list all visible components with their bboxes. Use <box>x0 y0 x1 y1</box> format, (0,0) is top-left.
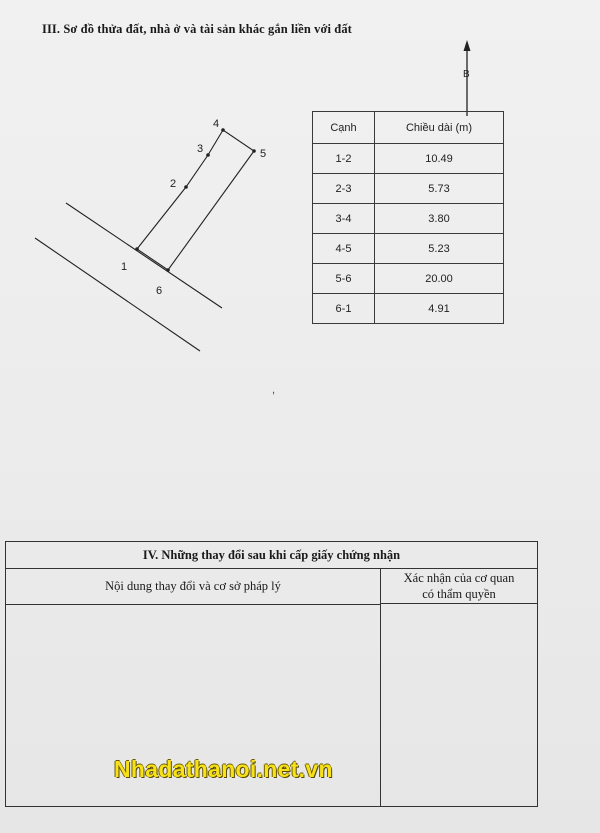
table-header-row <box>313 112 504 144</box>
vertex-label-5: 5 <box>260 148 267 160</box>
length-cell: 20.00 <box>375 264 504 294</box>
length-cell: 3.80 <box>375 204 504 234</box>
vertex-label-1: 1 <box>121 261 128 273</box>
column-header-confirmation <box>380 568 537 604</box>
confirmation-header-line1: Xác nhận của cơ quan <box>403 571 515 585</box>
table-row <box>313 234 504 264</box>
confirmation-header-line2: có thẩm quyền <box>422 587 496 601</box>
table-row <box>313 204 504 234</box>
column-header-changes: Nội dung thay đổi và cơ sở pháp lý <box>6 568 380 605</box>
vertex-marker-4 <box>221 128 225 132</box>
edge-cell: 3-4 <box>313 204 375 234</box>
length-cell: 5.23 <box>375 234 504 264</box>
road-line-upper <box>66 203 222 308</box>
stray-mark: , <box>272 384 276 396</box>
edge-cell: 1-2 <box>313 144 375 174</box>
edge-cell: 2-3 <box>313 174 375 204</box>
length-cell: 10.49 <box>375 144 504 174</box>
vertex-label-4: 4 <box>213 118 220 130</box>
vertex-marker-2 <box>184 185 188 189</box>
vertex-marker-6 <box>166 268 170 272</box>
road-line-lower <box>35 238 200 351</box>
header-length: Chiều dài (m) <box>375 112 504 144</box>
table-row <box>313 294 504 324</box>
plot-boundary <box>137 130 254 270</box>
north-arrow-icon <box>464 40 471 51</box>
vertex-label-6: 6 <box>156 285 163 297</box>
vertex-marker-1 <box>135 247 139 251</box>
land-plot-diagram <box>0 0 600 400</box>
section3-title: III. Sơ đồ thửa đất, nhà ở và tài sản khác gắn liền với đất <box>42 22 352 36</box>
column-divider <box>380 604 381 806</box>
section4-title: IV. Những thay đổi sau khi cấp giấy chứng nhận <box>6 542 537 569</box>
length-cell: 5.73 <box>375 174 504 204</box>
watermark: Nhadathanoi.net.vn <box>114 756 333 782</box>
north-label: B <box>463 69 470 80</box>
header-edge: Cạnh <box>313 112 375 144</box>
vertex-marker-3 <box>206 153 210 157</box>
edge-cell: 5-6 <box>313 264 375 294</box>
vertex-label-2: 2 <box>170 178 177 190</box>
table-row <box>313 144 504 174</box>
table-row <box>313 264 504 294</box>
edge-cell: 4-5 <box>313 234 375 264</box>
edge-length-table <box>312 111 504 324</box>
vertex-marker-5 <box>252 149 256 153</box>
length-cell: 4.91 <box>375 294 504 324</box>
vertex-label-3: 3 <box>197 143 204 155</box>
edge-cell: 6-1 <box>313 294 375 324</box>
table-row <box>313 174 504 204</box>
